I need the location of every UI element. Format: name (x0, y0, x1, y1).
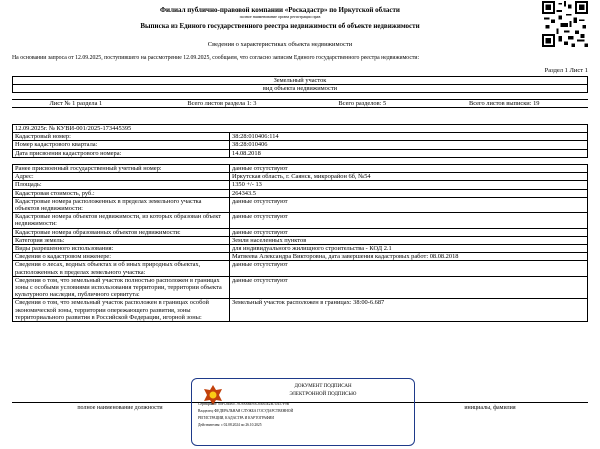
row-value: данные отсутствуют (230, 197, 588, 212)
org-name: Филиал публично-правовой компании «Роскадастр» по Иркутской области (160, 6, 400, 14)
request-text: На основании запроса от 12.09.2025, поступившего на рассмотрение 12.09.2025, сообщаем, что согласно записям Единого государственного реестра недвижимости: (12, 55, 420, 61)
row-value: данные отсутствуют (230, 276, 588, 299)
row-value: Земельный участок расположен в границах: 38:00-6.687 (230, 299, 588, 322)
stamp-certificate: Сертификат: 00FC8EB9...9C9A8BE95C8AB5E2B74A57F9B (198, 402, 289, 406)
row-key: Дата присвоения кадастрового номера: (13, 149, 230, 157)
stamp-title-2: ЭЛЕКТРОННОЙ ПОДПИСЬЮ (289, 392, 357, 397)
row-key: Адрес: (13, 173, 230, 181)
row-value: 38:28:010406:114 (230, 133, 588, 141)
table-row (13, 261, 588, 276)
row-value: данные отсутствуют (230, 228, 588, 236)
row-value: данные отсутствуют (230, 165, 588, 173)
row-key: Сведения о том, что земельный участок расположен в границах особой экономической зоны, территории опережающего развития, зоны территориального развития в Российской Федерации, игорной зоны: (13, 299, 230, 322)
row-key: Кадастровые номера расположенных в пределах земельного участка объектов недвижимости: (13, 197, 230, 212)
document-title: Выписка из Единого государственного реестра недвижимости об объекте недвижимости (140, 22, 420, 30)
row-value: для индивидуального жилищного строительства - КОД 2.1 (230, 245, 588, 253)
row-key: Ранее присвоенный государственный учетный номер: (13, 165, 230, 173)
total-sheets: Всего листов выписки: 19 (421, 100, 589, 108)
row-value: Иркутская область, г. Саянск, микрорайон 6б, №54 (230, 173, 588, 181)
row-key: Сведения о кадастровом инженере: (13, 253, 230, 261)
section-label: Раздел 1 Лист 1 (544, 67, 588, 74)
org-subtitle: полное наименование органа регистрации прав (239, 14, 321, 19)
row-key: Площадь: (13, 181, 230, 189)
row-key: Виды разрешенного использования: (13, 245, 230, 253)
qr-code-icon (542, 0, 588, 48)
sheet-number: Лист № 1 раздела 1 (12, 100, 140, 108)
row-key: Кадастровый номер: (13, 133, 230, 141)
row-value: данные отсутствуют (230, 213, 588, 228)
stamp-owner: Владелец: ФЕДЕРАЛЬНАЯ СЛУЖБА ГОСУДАРСТВЕННОЙ (198, 409, 294, 413)
total-section-sheets: Всего листов раздела 1: 3 (140, 100, 304, 108)
row-key: Сведения о лесах, водных объектах и об иных природных объектах, расположенных в пределах земельного участка: (13, 261, 230, 276)
row-value: данные отсутствуют (230, 261, 588, 276)
row-value: 38:28:010406 (230, 141, 588, 149)
table-row (13, 149, 588, 157)
document-subtitle: Сведения о характеристиках объекта недвижимости (207, 41, 353, 48)
row-key: Номер кадастрового квартала: (13, 141, 230, 149)
object-type-caption: вид объекта недвижимости (13, 85, 588, 93)
table-row (13, 181, 588, 189)
table-row (13, 173, 588, 181)
electronic-signature-stamp (191, 378, 415, 446)
row-value: Земли населенных пунктов (230, 236, 588, 244)
extract-date-number: 12.09.2025г. № КУВИ-001/2025-173445395 (13, 125, 588, 133)
row-value: 14.08.2018 (230, 149, 588, 157)
signature-position-caption: полное наименование должности (77, 405, 163, 411)
row-key: Кадастровые номера образованных объектов недвижимости: (13, 228, 230, 236)
table-row (13, 197, 588, 212)
signature-name-caption: инициалы, фамилия (464, 405, 516, 411)
identification-table (12, 124, 588, 158)
table-row (13, 276, 588, 299)
table-row (13, 165, 588, 173)
table-row (13, 245, 588, 253)
object-type-table (12, 76, 588, 93)
stamp-owner-2: РЕГИСТРАЦИИ, КАДАСТРА И КАРТОГРАФИИ (198, 416, 274, 420)
stamp-title-1: ДОКУМЕНТ ПОДПИСАН (294, 384, 352, 389)
table-row (13, 299, 588, 322)
row-key: Кадастровые номера объектов недвижимости, из которых образован объект недвижимости: (13, 213, 230, 228)
row-value: Матвеева Александра Викторовна, дата завершения кадастровых работ: 08.08.2018 (230, 253, 588, 261)
table-row (13, 141, 588, 149)
table-row (13, 189, 588, 197)
row-key: Кадастровая стоимость, руб.: (13, 189, 230, 197)
table-row (13, 236, 588, 244)
table-row (13, 213, 588, 228)
table-row (13, 253, 588, 261)
row-value: 1350 +/- 13 (230, 181, 588, 189)
row-key: Категория земель: (13, 236, 230, 244)
total-sections: Всего разделов: 5 (304, 100, 420, 108)
table-row (13, 228, 588, 236)
table-row (13, 133, 588, 141)
object-type: Земельный участок (13, 77, 588, 85)
row-key: Сведения о том, что земельный участок полностью расположен в границах зоны с особыми условиями использования территории, территории объекта культурного наследия, публичного сервитута: (13, 276, 230, 299)
sheet-info-row (12, 99, 588, 108)
characteristics-table (12, 164, 588, 322)
row-value: 264343.5 (230, 189, 588, 197)
stamp-validity: Действителен: с 02.08.2024 по 26.10.2025 (198, 423, 262, 427)
